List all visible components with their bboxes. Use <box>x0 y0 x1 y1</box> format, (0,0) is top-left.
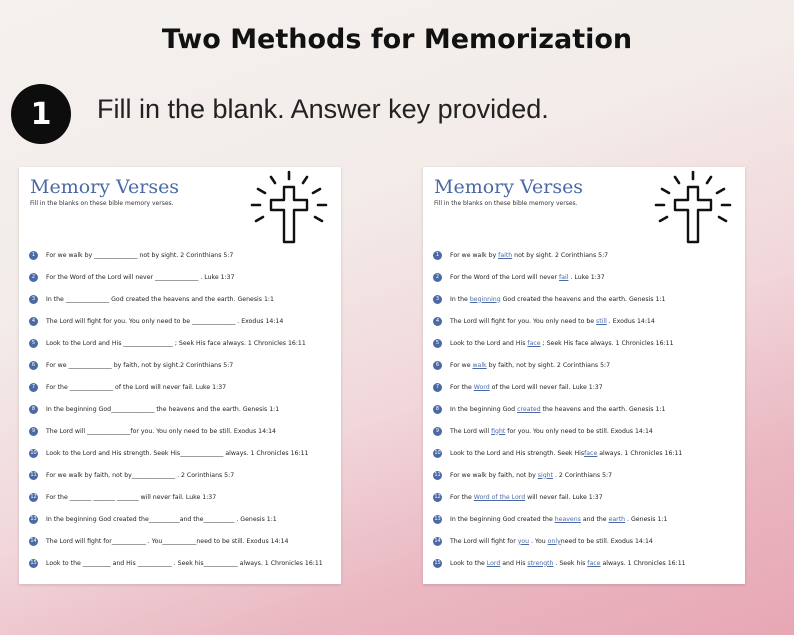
verse-fragment: will never fail. Luke 1:37 <box>525 493 603 501</box>
verse-fragment: . Luke 1:37 <box>568 273 605 281</box>
sheet-title: Memory Verses <box>30 176 180 198</box>
verse-row <box>433 398 743 420</box>
verse-row <box>433 530 743 552</box>
verse-text <box>450 516 667 523</box>
answer-word: Lord <box>486 559 501 567</box>
verse-fragment: . Exodus 14:14 <box>606 317 655 325</box>
verse-row <box>29 354 339 376</box>
verse-number-badge: 10 <box>434 450 441 456</box>
verse-sentence: Look to the Lord and His strength. Seek His______________ always. 1 Chronicles 16:11 <box>46 449 309 457</box>
verse-row <box>29 376 339 398</box>
verse-number-badge: 11 <box>30 472 37 478</box>
answer-word: face <box>527 339 541 347</box>
verse-text <box>450 538 653 545</box>
verse-row <box>433 332 743 354</box>
verse-number-badge: 4 <box>29 317 38 326</box>
verse-fragment: In the beginning God <box>450 405 518 413</box>
verse-fragment: by faith, not by sight. 2 Corinthians 5:7 <box>486 361 611 369</box>
page-heading: Two Methods for Memorization <box>161 24 633 55</box>
verse-sentence: The Lord will fight for you. You only need to be ______________ . Exodus 14:14 <box>46 317 284 325</box>
answer-word: walk <box>472 361 487 369</box>
verse-sentence: The Lord will ______________for you. You only need to be still. Exodus 14:14 <box>46 427 276 435</box>
verse-row <box>29 310 339 332</box>
verse-number-badge: 14 <box>30 538 37 544</box>
verse-fragment: . 2 Corinthians 5:7 <box>553 471 613 479</box>
verse-sentence: Look to the Lord and His ________________ ; Seek His face always. 1 Chronicles 16:11 <box>46 339 306 347</box>
verse-fragment: of the Lord will never fail. Luke 1:37 <box>489 383 603 391</box>
verse-fragment: For the <box>450 493 474 501</box>
verse-number-badge: 6 <box>29 361 38 370</box>
answer-word: face <box>584 449 598 457</box>
verse-fragment: need to be still. Exodus 14:14 <box>560 537 653 545</box>
verse-number-badge: 15 <box>434 560 441 566</box>
verse-text <box>46 450 308 457</box>
verse-number-badge: 11 <box>434 472 441 478</box>
verse-row <box>433 464 743 486</box>
verse-fragment: . Genesis 1:1 <box>625 515 668 523</box>
answer-word: heavens <box>554 515 581 523</box>
verse-sentence: For the ______________ of the Lord will never fail. Luke 1:37 <box>46 383 227 391</box>
verse-sentence: For we ______________ by faith, not by sight.2 Corinthians 5:7 <box>46 361 234 369</box>
verse-text <box>450 384 603 391</box>
verse-number-badge: 14 <box>434 538 441 544</box>
verse-number-badge: 5 <box>29 339 38 348</box>
verse-row <box>433 376 743 398</box>
answer-word: earth <box>608 515 626 523</box>
verse-fragment: God created the heavens and the earth. Genesis 1:1 <box>500 295 666 303</box>
verse-text <box>46 340 306 347</box>
answer-word: fail <box>559 273 569 281</box>
verse-row <box>433 266 743 288</box>
verse-row <box>29 442 339 464</box>
answer-word: only <box>547 537 561 545</box>
verse-number-badge: 3 <box>29 295 38 304</box>
answer-word: faith <box>498 251 513 259</box>
verse-sentence: For the _______ _______ _______ will never fail. Luke 1:37 <box>46 493 217 501</box>
verse-fragment: and the <box>580 515 609 523</box>
verse-row <box>433 486 743 508</box>
verse-text <box>46 428 276 435</box>
verse-text <box>46 494 216 501</box>
verse-fragment: The Lord will <box>450 427 492 435</box>
verse-fragment: . You <box>529 537 548 545</box>
verse-row <box>29 486 339 508</box>
method-description: Fill in the blank. Answer key provided. <box>97 94 549 124</box>
verse-sentence: The Lord will fight for___________ . You___________need to be still. Exodus 14:14 <box>46 537 289 545</box>
verse-text <box>450 406 665 413</box>
verse-number-badge: 7 <box>29 383 38 392</box>
verse-text <box>450 428 653 435</box>
verse-number-badge: 7 <box>433 383 442 392</box>
verse-row <box>29 530 339 552</box>
verse-text <box>450 274 605 281</box>
verse-row <box>29 552 339 574</box>
verse-row <box>433 508 743 530</box>
verse-fragment: For we <box>450 361 473 369</box>
verse-text <box>450 318 655 325</box>
verse-text <box>450 252 608 259</box>
verse-number-badge: 1 <box>29 251 38 260</box>
sheet-subtitle: Fill in the blanks on these bible memory verses. <box>30 200 174 207</box>
verse-fragment: Look to the Lord and His strength. Seek His <box>450 449 585 457</box>
answer-word: still <box>596 317 607 325</box>
answer-word: created <box>517 405 541 413</box>
verse-text <box>450 450 682 457</box>
verse-fragment: For the Word of the Lord will never <box>450 273 560 281</box>
verse-fragment: always. 1 Chronicles 16:11 <box>597 449 683 457</box>
worksheet-answer-key <box>423 167 745 584</box>
verse-number-badge: 8 <box>433 405 442 414</box>
verse-text <box>46 296 274 303</box>
verse-number-badge: 12 <box>434 494 441 500</box>
verse-number-badge: 9 <box>433 427 442 436</box>
verse-fragment: for you. You only need to be still. Exodus 14:14 <box>505 427 653 435</box>
verse-fragment: . Seek his <box>553 559 588 567</box>
worksheet-blank <box>19 167 341 584</box>
answer-word: fight <box>491 427 506 435</box>
verse-sentence: For the Word of the Lord will never ______________ . Luke 1:37 <box>46 273 235 281</box>
verse-text <box>46 560 323 567</box>
cross-icon <box>249 169 329 249</box>
verse-row <box>433 244 743 266</box>
verse-text <box>46 252 233 259</box>
verse-row <box>29 288 339 310</box>
answer-word: you <box>517 537 530 545</box>
verse-number-badge: 8 <box>29 405 38 414</box>
verse-fragment: The Lord will fight for <box>450 537 518 545</box>
verse-sentence: For we walk by faith, not by______________ . 2 Corinthians 5:7 <box>46 471 235 479</box>
verse-number-badge: 15 <box>30 560 37 566</box>
verse-number-badge: 3 <box>433 295 442 304</box>
verse-fragment: For we walk by <box>450 251 499 259</box>
verse-fragment: always. 1 Chronicles 16:11 <box>600 559 686 567</box>
verse-sentence: In the beginning God______________ the heavens and the earth. Genesis 1:1 <box>46 405 280 413</box>
verse-fragment: In the beginning God created the <box>450 515 555 523</box>
verse-number-badge: 9 <box>29 427 38 436</box>
verse-text <box>46 472 234 479</box>
verse-list <box>29 244 339 574</box>
verse-row <box>29 332 339 354</box>
verse-fragment: For the <box>450 383 474 391</box>
verse-fragment: In the <box>450 295 470 303</box>
cross-icon <box>653 169 733 249</box>
verse-row <box>433 288 743 310</box>
verse-row <box>29 244 339 266</box>
verse-number-badge: 10 <box>30 450 37 456</box>
verse-row <box>433 442 743 464</box>
verse-text <box>46 274 235 281</box>
verse-row <box>29 508 339 530</box>
verse-row <box>29 398 339 420</box>
answer-word: beginning <box>469 295 501 303</box>
verse-text <box>450 296 665 303</box>
verse-fragment: and His <box>500 559 528 567</box>
verse-row <box>29 464 339 486</box>
verse-fragment: ; Seek His face always. 1 Chronicles 16:11 <box>540 339 674 347</box>
answer-word: Word <box>473 383 490 391</box>
verse-row <box>29 266 339 288</box>
verse-text <box>450 362 610 369</box>
verse-text <box>46 384 226 391</box>
verse-number-badge: 13 <box>30 516 37 522</box>
verse-fragment: Look to the Lord and His <box>450 339 528 347</box>
verse-text <box>46 406 279 413</box>
verse-text <box>46 318 283 325</box>
answer-word: face <box>587 559 601 567</box>
verse-list <box>433 244 743 574</box>
verse-fragment: The Lord will fight for you. You only need to be <box>450 317 597 325</box>
verse-row <box>433 420 743 442</box>
verse-sentence: For we walk by ______________ not by sight. 2 Corinthians 5:7 <box>46 251 234 259</box>
verse-sentence: Look to the _________ and His ___________ . Seek his___________ always. 1 Chronicles 16:11 <box>46 559 323 567</box>
verse-text <box>46 538 288 545</box>
verse-row <box>433 354 743 376</box>
verse-fragment: Look to the <box>450 559 487 567</box>
verse-number-badge: 1 <box>433 251 442 260</box>
verse-sentence: In the ______________ God created the heavens and the earth. Genesis 1:1 <box>46 295 274 303</box>
verse-text <box>450 340 674 347</box>
verse-number-badge: 13 <box>434 516 441 522</box>
verse-row <box>433 552 743 574</box>
verse-number-badge: 12 <box>30 494 37 500</box>
answer-word: Word of the Lord <box>473 493 526 501</box>
verse-fragment: For we walk by faith, not by <box>450 471 538 479</box>
verse-sentence: In the beginning God created the__________and the__________ . Genesis 1:1 <box>46 515 277 523</box>
answer-word: sight <box>537 471 553 479</box>
verse-number-badge: 5 <box>433 339 442 348</box>
verse-fragment: the heavens and the earth. Genesis 1:1 <box>540 405 666 413</box>
answer-word: strength <box>527 559 554 567</box>
verse-row <box>29 420 339 442</box>
verse-fragment: not by sight. 2 Corinthians 5:7 <box>512 251 609 259</box>
verse-text <box>450 494 603 501</box>
verse-number-badge: 2 <box>29 273 38 282</box>
verse-number-badge: 6 <box>433 361 442 370</box>
sheet-subtitle: Fill in the blanks on these bible memory verses. <box>434 200 578 207</box>
verse-number-badge: 4 <box>433 317 442 326</box>
verse-text <box>450 472 612 479</box>
verse-row <box>433 310 743 332</box>
method-number-badge: 1 <box>11 84 71 144</box>
verse-number-badge: 2 <box>433 273 442 282</box>
verse-text <box>46 516 277 523</box>
verse-text <box>450 560 686 567</box>
sheet-title: Memory Verses <box>434 176 584 198</box>
verse-text <box>46 362 233 369</box>
